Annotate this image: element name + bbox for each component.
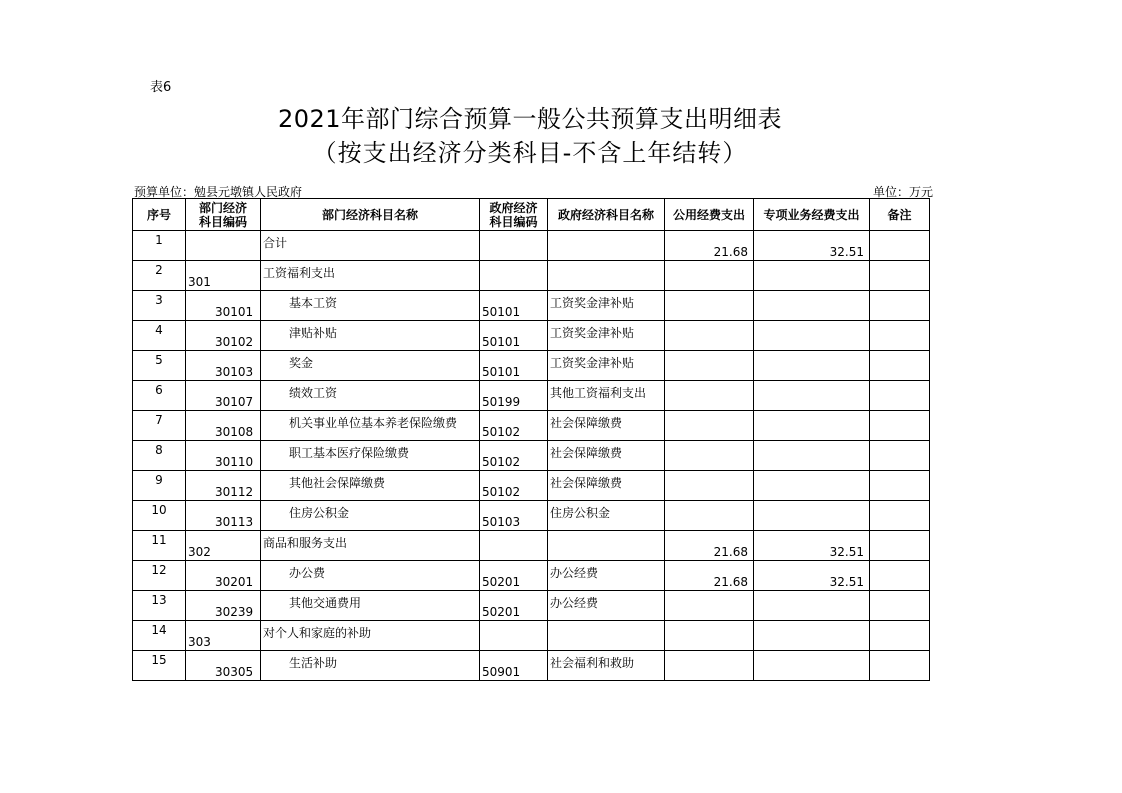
row-special-expense: 32.51 xyxy=(754,561,870,591)
page-title: 2021年部门综合预算一般公共预算支出明细表 xyxy=(277,105,783,133)
row-dept-name: 奖金 xyxy=(261,351,480,381)
row-gov-code: 50201 xyxy=(480,561,548,591)
col-header-idx: 序号 xyxy=(133,199,186,231)
row-special-expense xyxy=(754,441,870,471)
row-dept-code: 302 xyxy=(186,531,261,561)
table-row xyxy=(133,381,930,411)
row-public-expense xyxy=(665,351,754,381)
row-remark xyxy=(870,531,930,561)
col-header-public: 公用经费支出 xyxy=(665,199,754,231)
row-remark xyxy=(870,441,930,471)
row-public-expense xyxy=(665,381,754,411)
row-gov-name: 办公经费 xyxy=(548,591,665,621)
row-dept-code: 303 xyxy=(186,621,261,651)
row-gov-code: 50102 xyxy=(480,411,548,441)
table-row xyxy=(133,591,930,621)
row-index: 11 xyxy=(133,531,186,561)
row-special-expense xyxy=(754,321,870,351)
row-dept-name: 对个人和家庭的补助 xyxy=(261,621,480,651)
row-gov-code: 50103 xyxy=(480,501,548,531)
row-dept-code: 30103 xyxy=(186,351,261,381)
row-remark xyxy=(870,621,930,651)
row-gov-code: 50901 xyxy=(480,651,548,681)
row-dept-code: 30110 xyxy=(186,441,261,471)
row-special-expense: 32.51 xyxy=(754,231,870,261)
row-remark xyxy=(870,471,930,501)
row-dept-name: 合计 xyxy=(261,231,480,261)
row-remark xyxy=(870,651,930,681)
currency-unit-label: 单位：万元 xyxy=(873,185,934,199)
row-dept-name: 住房公积金 xyxy=(261,501,480,531)
col-header-dept-name: 部门经济科目名称 xyxy=(261,199,480,231)
col-header-special: 专项业务经费支出 xyxy=(754,199,870,231)
row-dept-code: 30112 xyxy=(186,471,261,501)
row-dept-code: 30108 xyxy=(186,411,261,441)
row-dept-name: 绩效工资 xyxy=(261,381,480,411)
row-special-expense xyxy=(754,381,870,411)
row-remark xyxy=(870,591,930,621)
row-remark xyxy=(870,321,930,351)
col-header-gov-code-line2: 科目编码 xyxy=(489,214,538,229)
row-gov-name: 社会保障缴费 xyxy=(548,411,665,441)
row-special-expense xyxy=(754,411,870,441)
row-gov-name: 办公经费 xyxy=(548,561,665,591)
row-public-expense xyxy=(665,261,754,291)
row-index: 1 xyxy=(133,231,186,261)
row-dept-code: 30305 xyxy=(186,651,261,681)
row-gov-name: 工资奖金津补贴 xyxy=(548,321,665,351)
row-dept-name: 其他交通费用 xyxy=(261,591,480,621)
row-dept-name: 办公费 xyxy=(261,561,480,591)
row-gov-code: 50101 xyxy=(480,321,548,351)
table-row xyxy=(133,441,930,471)
row-gov-name: 社会福利和救助 xyxy=(548,651,665,681)
row-public-expense xyxy=(665,621,754,651)
row-remark xyxy=(870,351,930,381)
row-gov-name: 工资奖金津补贴 xyxy=(548,291,665,321)
page-subtitle: （按支出经济分类科目-不含上年结转） xyxy=(312,139,748,167)
row-gov-code: 50102 xyxy=(480,441,548,471)
row-index: 15 xyxy=(133,651,186,681)
row-gov-code xyxy=(480,621,548,651)
table-row xyxy=(133,411,930,441)
row-special-expense xyxy=(754,471,870,501)
row-public-expense xyxy=(665,291,754,321)
col-header-gov-code-line1: 政府经济 xyxy=(489,200,538,215)
row-gov-name: 社会保障缴费 xyxy=(548,471,665,501)
row-gov-name xyxy=(548,231,665,261)
row-gov-code: 50201 xyxy=(480,591,548,621)
row-gov-name xyxy=(548,261,665,291)
row-public-expense: 21.68 xyxy=(665,531,754,561)
table-row xyxy=(133,651,930,681)
row-gov-code: 50199 xyxy=(480,381,548,411)
row-special-expense xyxy=(754,261,870,291)
row-public-expense xyxy=(665,321,754,351)
row-dept-code xyxy=(186,231,261,261)
table-row xyxy=(133,351,930,381)
row-index: 3 xyxy=(133,291,186,321)
budget-unit-label: 预算单位：勉县元墩镇人民政府 xyxy=(134,185,303,199)
row-remark xyxy=(870,381,930,411)
row-remark xyxy=(870,501,930,531)
row-dept-code: 30239 xyxy=(186,591,261,621)
row-index: 8 xyxy=(133,441,186,471)
row-gov-name: 社会保障缴费 xyxy=(548,441,665,471)
row-public-expense xyxy=(665,441,754,471)
row-special-expense: 32.51 xyxy=(754,531,870,561)
row-special-expense xyxy=(754,501,870,531)
table-header-row xyxy=(133,199,930,231)
row-public-expense xyxy=(665,471,754,501)
row-index: 12 xyxy=(133,561,186,591)
row-index: 7 xyxy=(133,411,186,441)
row-special-expense xyxy=(754,591,870,621)
row-gov-name: 工资奖金津补贴 xyxy=(548,351,665,381)
row-special-expense xyxy=(754,351,870,381)
row-dept-code: 301 xyxy=(186,261,261,291)
row-dept-name: 职工基本医疗保险缴费 xyxy=(261,441,480,471)
table-row xyxy=(133,231,930,261)
row-dept-name: 机关事业单位基本养老保险缴费 xyxy=(261,411,480,441)
row-public-expense: 21.68 xyxy=(665,231,754,261)
row-index: 6 xyxy=(133,381,186,411)
row-gov-code: 50101 xyxy=(480,351,548,381)
row-remark xyxy=(870,411,930,441)
row-dept-name: 津贴补贴 xyxy=(261,321,480,351)
row-index: 2 xyxy=(133,261,186,291)
row-special-expense xyxy=(754,621,870,651)
table-row xyxy=(133,621,930,651)
col-header-dept-code-line1: 部门经济 xyxy=(198,200,247,215)
col-header-gov-name: 政府经济科目名称 xyxy=(548,199,665,231)
row-dept-code: 30102 xyxy=(186,321,261,351)
row-index: 13 xyxy=(133,591,186,621)
row-dept-code: 30113 xyxy=(186,501,261,531)
table-body xyxy=(133,231,930,681)
row-dept-code: 30107 xyxy=(186,381,261,411)
row-gov-name xyxy=(548,621,665,651)
row-special-expense xyxy=(754,651,870,681)
row-public-expense xyxy=(665,591,754,621)
row-gov-code xyxy=(480,261,548,291)
row-public-expense xyxy=(665,651,754,681)
row-index: 10 xyxy=(133,501,186,531)
row-remark xyxy=(870,231,930,261)
row-dept-code: 30101 xyxy=(186,291,261,321)
table-row xyxy=(133,471,930,501)
row-dept-name: 生活补助 xyxy=(261,651,480,681)
row-gov-code: 50102 xyxy=(480,471,548,501)
row-gov-code: 50101 xyxy=(480,291,548,321)
table-row xyxy=(133,261,930,291)
row-dept-name: 商品和服务支出 xyxy=(261,531,480,561)
col-header-dept-code-line2: 科目编码 xyxy=(198,214,247,229)
col-header-dept-code xyxy=(186,199,261,231)
row-dept-name: 工资福利支出 xyxy=(261,261,480,291)
row-index: 4 xyxy=(133,321,186,351)
row-remark xyxy=(870,561,930,591)
row-gov-code xyxy=(480,531,548,561)
table-row xyxy=(133,501,930,531)
row-public-expense xyxy=(665,411,754,441)
table-row xyxy=(133,291,930,321)
table-row xyxy=(133,321,930,351)
table-row xyxy=(133,561,930,591)
row-index: 14 xyxy=(133,621,186,651)
row-gov-name xyxy=(548,531,665,561)
row-gov-name: 住房公积金 xyxy=(548,501,665,531)
table-number: 表6 xyxy=(150,80,172,95)
row-index: 5 xyxy=(133,351,186,381)
budget-table xyxy=(132,198,930,681)
row-dept-code: 30201 xyxy=(186,561,261,591)
row-public-expense xyxy=(665,501,754,531)
row-public-expense: 21.68 xyxy=(665,561,754,591)
row-gov-code xyxy=(480,231,548,261)
row-remark xyxy=(870,291,930,321)
row-gov-name: 其他工资福利支出 xyxy=(548,381,665,411)
row-dept-name: 基本工资 xyxy=(261,291,480,321)
col-header-gov-code xyxy=(480,199,548,231)
row-dept-name: 其他社会保障缴费 xyxy=(261,471,480,501)
table-row xyxy=(133,531,930,561)
row-remark xyxy=(870,261,930,291)
col-header-remark: 备注 xyxy=(870,199,930,231)
row-special-expense xyxy=(754,291,870,321)
row-index: 9 xyxy=(133,471,186,501)
